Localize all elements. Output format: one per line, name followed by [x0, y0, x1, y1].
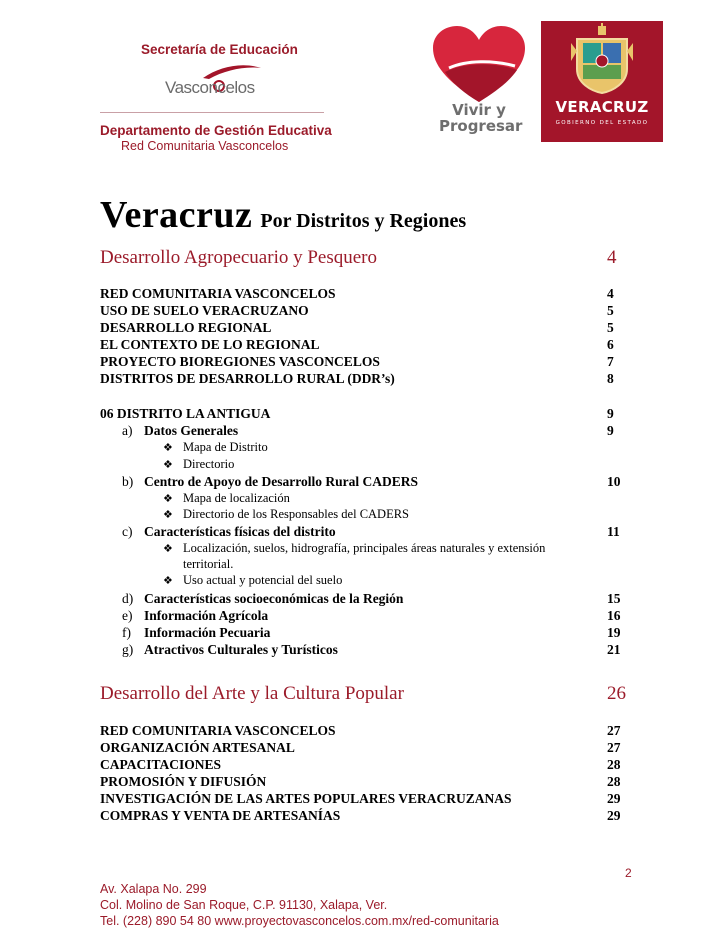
toc-entry-page: 7 [607, 354, 614, 369]
toc-entry-page: 29 [607, 791, 621, 806]
vivir-logo-line1: Vivir y [452, 101, 506, 119]
red-comunitaria-label: Red Comunitaria Vasconcelos [121, 139, 289, 153]
toc-subentry-label: Información Agrícola [144, 608, 269, 623]
toc-bullet [0, 490, 728, 507]
toc-entry-page: 29 [607, 808, 621, 823]
toc-entry-label: RED COMUNITARIA VASCONCELOS [100, 286, 336, 301]
header-divider [100, 112, 324, 113]
toc-entry-label: PROMOSIÓN Y DIFUSIÓN [100, 774, 267, 789]
toc-subentry[interactable] [0, 422, 728, 439]
vasconcelos-logo-text: Vasconcelos [165, 78, 255, 97]
title-sub: Por Distritos y Regiones [260, 210, 467, 232]
title-main: Veracruz [100, 194, 253, 236]
vivir-y-progresar-logo [425, 22, 533, 140]
toc-heading-label: Desarrollo del Arte y la Cultura Popular [100, 683, 404, 704]
toc-subentry-letter: c) [122, 524, 133, 539]
footer-colonia: Col. Molino de San Roque, C.P. 91130, Xalapa, Ver. [100, 898, 388, 912]
diamond-bullet-icon: ❖ [163, 543, 173, 555]
toc-entry[interactable] [0, 302, 728, 319]
diamond-bullet-icon: ❖ [163, 493, 173, 505]
toc-entry-label: DESARROLLO REGIONAL [100, 320, 272, 335]
toc-entry[interactable] [0, 739, 728, 756]
toc-entry-page: 21 [607, 642, 621, 657]
toc-subentry-label: Atractivos Culturales y Turísticos [144, 642, 338, 657]
toc-entry-district[interactable] [0, 405, 728, 422]
toc-subentry-label: Datos Generales [144, 423, 239, 438]
toc-entry-label: RED COMUNITARIA VASCONCELOS [100, 723, 336, 738]
page-number: 2 [625, 866, 632, 880]
toc-subentry[interactable] [0, 607, 728, 624]
toc-entry[interactable] [0, 722, 728, 739]
toc-entry-label: EL CONTEXTO DE LO REGIONAL [100, 337, 320, 352]
toc-entry-page: 4 [607, 286, 614, 301]
toc-bullet-label: Mapa de localización [183, 491, 290, 505]
toc-entry-page: 6 [607, 337, 614, 352]
toc-entry[interactable] [0, 285, 728, 302]
diamond-bullet-icon: ❖ [163, 575, 173, 587]
toc-subentry-label: Características físicas del distrito [144, 524, 336, 539]
toc-subentry-letter: a) [122, 423, 133, 438]
secretaria-label: Secretaría de Educación [141, 42, 298, 57]
toc-subentry-letter: f) [122, 625, 131, 640]
toc-entry-label: ORGANIZACIÓN ARTESANAL [100, 740, 295, 755]
toc-subentry-letter: e) [122, 608, 133, 623]
toc-entry[interactable] [0, 353, 728, 370]
toc-entry-page: 9 [607, 423, 614, 438]
veracruz-gobierno-logo [541, 21, 663, 142]
toc-entry-page: 28 [607, 774, 621, 789]
toc-bullet [0, 439, 728, 456]
toc-entry[interactable] [0, 756, 728, 773]
toc-bullet-label: Directorio de los Responsables del CADERS [183, 507, 410, 521]
toc-entry-page: 28 [607, 757, 621, 772]
toc-entry-label: CAPACITACIONES [100, 757, 222, 772]
toc-heading-page: 4 [607, 247, 617, 268]
footer-address: Av. Xalapa No. 299 [100, 882, 207, 896]
toc-entry-label: USO DE SUELO VERACRUZANO [100, 303, 309, 318]
toc-subentry-letter: d) [122, 591, 134, 606]
toc-bullet [0, 456, 728, 473]
toc-entry-label: COMPRAS Y VENTA DE ARTESANÍAS [100, 808, 341, 823]
toc-entry-label: DISTRITOS DE DESARROLLO RURAL (DDR’s) [100, 371, 395, 386]
toc-entry-label: 06 DISTRITO LA ANTIGUA [100, 406, 271, 421]
toc-entry-page: 27 [607, 740, 621, 755]
toc-entry-page: 27 [607, 723, 621, 738]
vasconcelos-logo [165, 64, 270, 100]
toc-subentry[interactable] [0, 523, 728, 540]
toc-subentry[interactable] [0, 624, 728, 641]
diamond-bullet-icon: ❖ [163, 509, 173, 521]
toc-bullet-label: Uso actual y potencial del suelo [183, 573, 343, 587]
toc-bullet-label: territorial. [183, 557, 234, 571]
vivir-logo-text [439, 101, 523, 135]
toc-entry[interactable] [0, 336, 728, 353]
toc-bullet-continuation [0, 556, 728, 573]
toc-entry-page: 19 [607, 625, 621, 640]
toc-heading-page: 26 [607, 683, 626, 704]
veracruz-logo-sub: GOBIERNO DEL ESTADO [555, 120, 649, 126]
toc-subentry-letter: g) [122, 642, 134, 657]
toc-entry-page: 9 [607, 406, 614, 421]
toc-entry-page: 10 [607, 474, 621, 489]
vivir-logo-line2: Progresar [439, 117, 523, 135]
toc-bullet-label: Directorio [183, 457, 235, 471]
toc-bullet [0, 506, 728, 523]
toc-entry[interactable] [0, 773, 728, 790]
page-title [100, 193, 466, 237]
toc-entry[interactable] [0, 370, 728, 387]
toc-subentry-label: Centro de Apoyo de Desarrollo Rural CADERS [144, 474, 419, 489]
toc-bullet [0, 540, 728, 557]
toc-heading-label: Desarrollo Agropecuario y Pesquero [100, 247, 378, 268]
toc-heading-arte[interactable] [100, 683, 630, 705]
toc-subentry[interactable] [0, 590, 728, 607]
toc-bullet [0, 572, 728, 589]
toc-entry-label: INVESTIGACIÓN DE LAS ARTES POPULARES VERACRUZANAS [100, 791, 512, 806]
toc-entry[interactable] [0, 790, 728, 807]
toc-subentry[interactable] [0, 641, 728, 658]
veracruz-logo-name: VERACRUZ [555, 98, 649, 116]
coat-of-arms-icon [541, 21, 663, 97]
departamento-label: Departamento de Gestión Educativa [100, 123, 332, 138]
diamond-bullet-icon: ❖ [163, 442, 173, 454]
toc-entry-page: 5 [607, 320, 614, 335]
toc-subentry[interactable] [0, 473, 728, 490]
toc-entry-page: 16 [607, 608, 621, 623]
toc-heading-agropecuario[interactable] [100, 247, 630, 269]
toc-entry[interactable] [0, 319, 728, 336]
diamond-bullet-icon: ❖ [163, 459, 173, 471]
footer-contact: Tel. (228) 890 54 80 www.proyectovasconcelos.com.mx/red-comunitaria [100, 914, 499, 928]
toc-entry-page: 11 [607, 524, 620, 539]
toc-entry-page: 5 [607, 303, 614, 318]
toc-bullet-label: Mapa de Distrito [183, 440, 268, 454]
toc-entry-page: 15 [607, 591, 621, 606]
toc-subentry-label: Información Pecuaria [144, 625, 271, 640]
toc-bullet-label: Localización, suelos, hidrografía, principales áreas naturales y extensión [183, 541, 546, 555]
toc-entry-label: PROYECTO BIOREGIONES VASCONCELOS [100, 354, 380, 369]
toc-subentry-label: Características socioeconómicas de la Región [144, 591, 404, 606]
toc-subentry-letter: b) [122, 474, 134, 489]
heart-logo-icon [425, 22, 533, 104]
toc-entry-page: 8 [607, 371, 614, 386]
toc-entry[interactable] [0, 807, 728, 824]
